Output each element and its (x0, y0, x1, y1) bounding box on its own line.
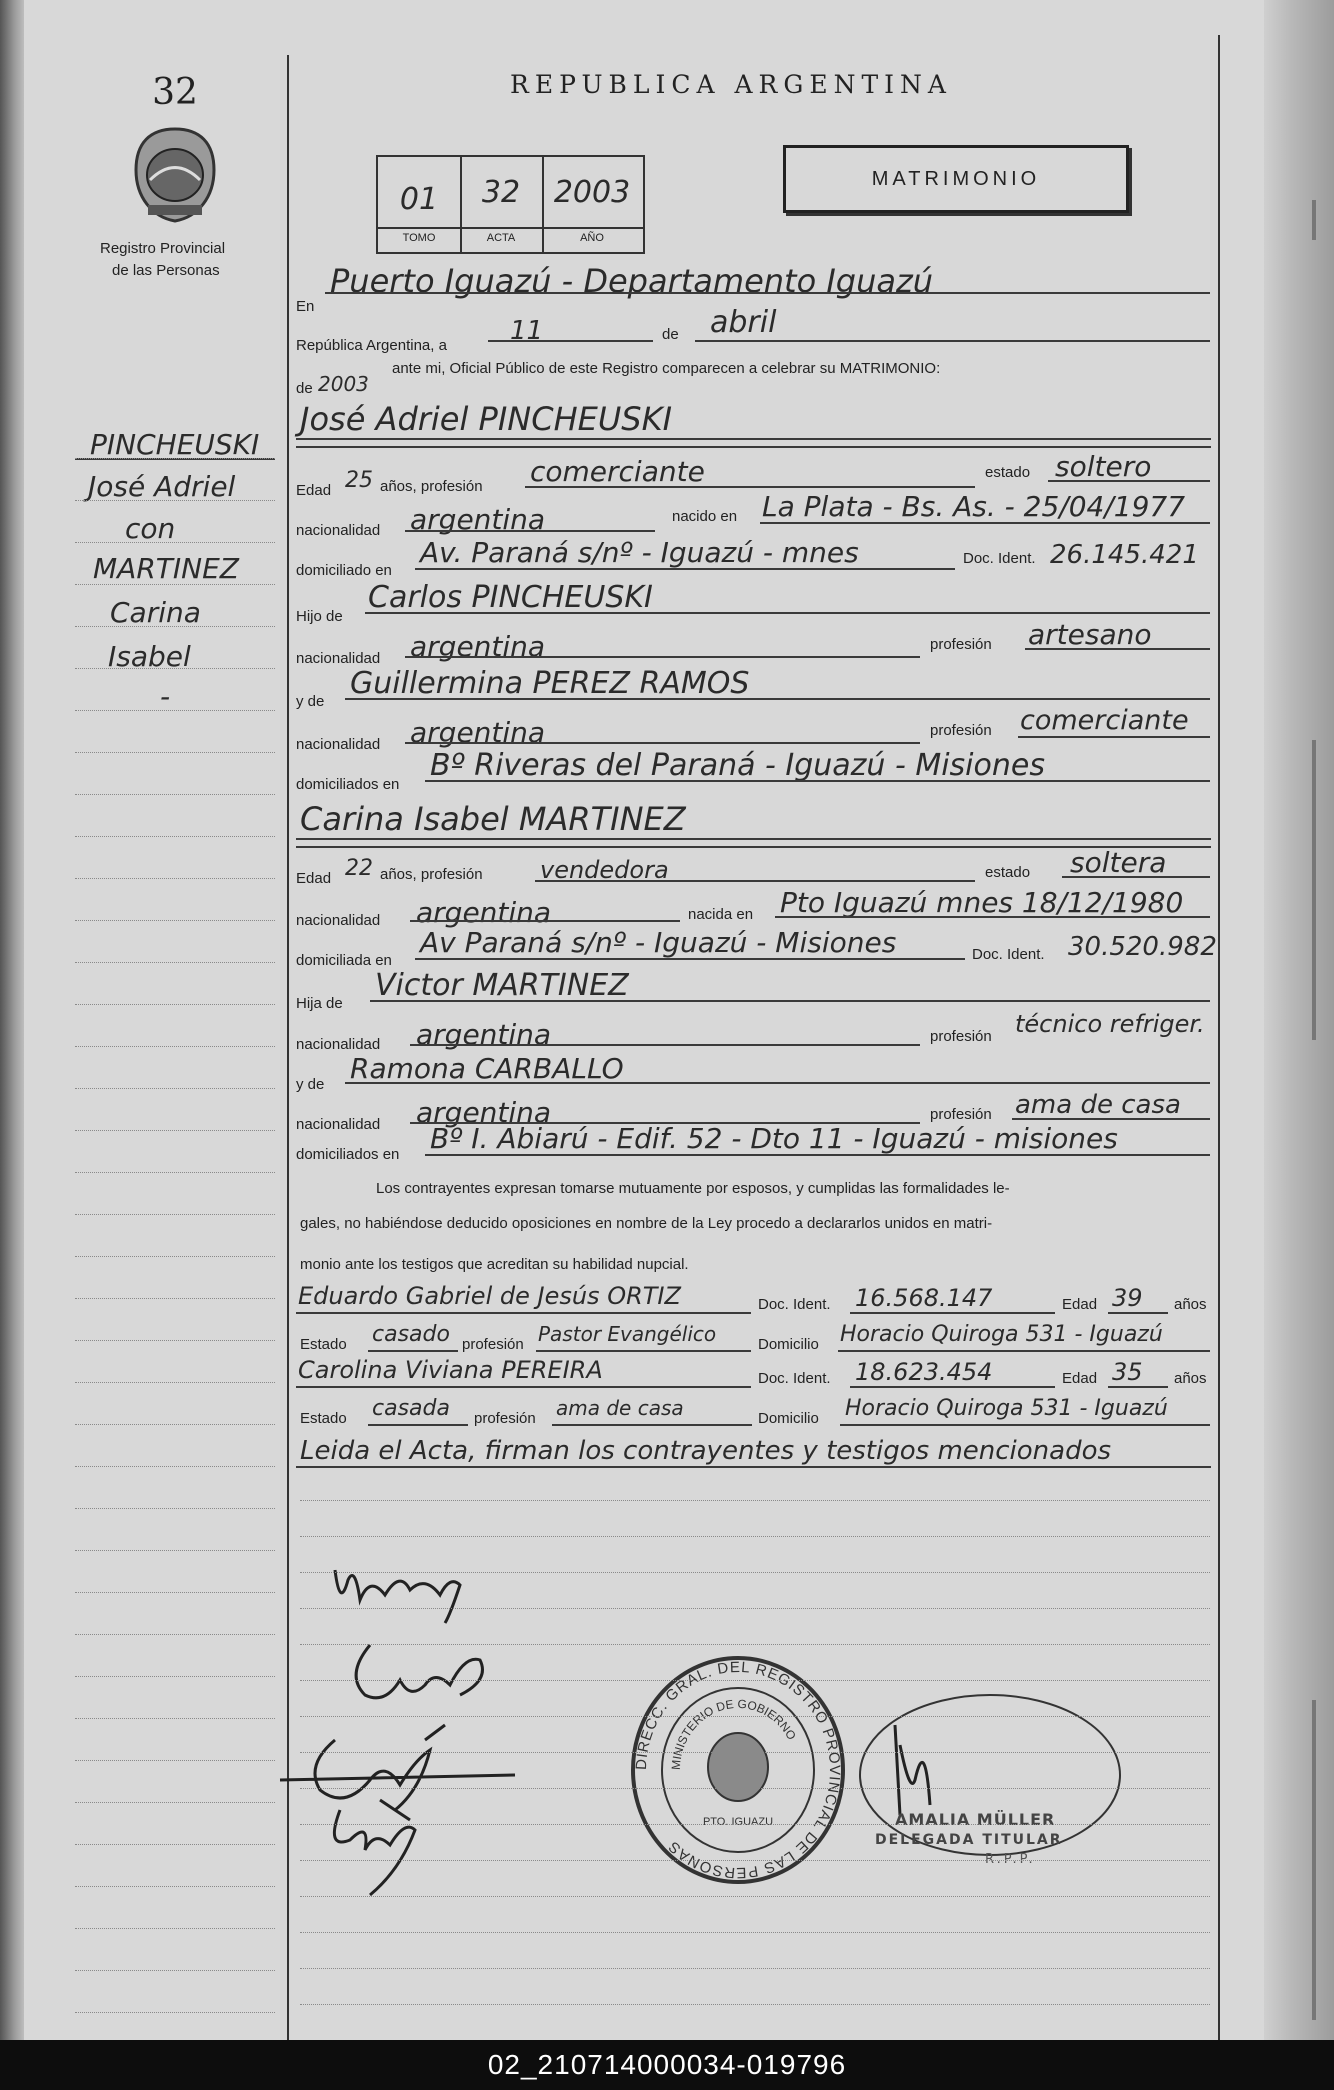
margin-rule (75, 1550, 275, 1551)
margin-rule (75, 1886, 275, 1887)
registry-seal-icon (628, 1655, 848, 1885)
label-edad: Edad (296, 870, 332, 887)
official-stamp-name: AMALIA MÜLLER (895, 1810, 1056, 1829)
ano-value: 2003 (553, 175, 631, 210)
bride-parents-address: Bº I. Abiarú - Edif. 52 - Dto 11 - Iguazú - misiones (430, 1122, 1118, 1155)
month-value: abril (710, 305, 777, 340)
label-nacionalidad: nacionalidad (296, 650, 381, 667)
margin-rule (75, 1298, 275, 1299)
bride-father-nationality: argentina (416, 1018, 552, 1051)
margin-rule (75, 1130, 275, 1131)
label-doc-ident: Doc. Ident. (758, 1296, 831, 1313)
seal-city: PTO. IGUAZU (702, 1816, 774, 1828)
day-value: 11 (510, 316, 544, 346)
groom-parents-address: Bº Riveras del Paraná - Iguazú - Misiones (430, 748, 1045, 783)
margin-rule (75, 1466, 275, 1467)
official-stamp-rpp: R.P.P. (985, 1852, 1036, 1867)
footer-id: 02_210714000034-019796 (487, 2049, 847, 2080)
margin-rule (75, 962, 275, 963)
margin-note-3: con (125, 512, 176, 545)
label-nacionalidad: nacionalidad (296, 1036, 381, 1053)
bride-status: soltera (1070, 846, 1167, 879)
margin-rule (75, 1004, 275, 1005)
label-anos-profesion: años, profesión (380, 866, 483, 883)
registry-label-2: de las Personas (112, 262, 220, 279)
margin-rule (75, 1382, 275, 1383)
page-edge (1264, 0, 1334, 2040)
body-rule (300, 1536, 1210, 1537)
label-domiciliado-en: domiciliado en (296, 562, 392, 579)
witness-1-status: casado (372, 1322, 450, 1347)
body-rule (300, 1680, 1210, 1681)
witness-2-address: Horacio Quiroga 531 - Iguazú (845, 1396, 1168, 1421)
margin-note-5: Carina (110, 596, 201, 629)
margin-note-7: - (160, 680, 171, 713)
label-nacionalidad: nacionalidad (296, 1116, 381, 1133)
label-y-de: y de (296, 693, 325, 710)
groom-address: Av. Paraná s/nº - Iguazú - mnes (420, 536, 859, 569)
paragraph-line-3: monio ante los testigos que acreditan su habilidad nupcial. (300, 1256, 689, 1273)
label-domiciliados-en: domiciliados en (296, 776, 400, 793)
margin-rule (75, 1046, 275, 1047)
bride-mother: Ramona CARBALLO (350, 1052, 624, 1085)
body-rule (300, 1608, 1210, 1609)
label-doc-ident: Doc. Ident. (972, 946, 1045, 963)
bride-born: Pto Iguazú mnes 18/12/1980 (780, 886, 1184, 919)
body-rule (300, 1824, 1210, 1825)
body-rule (300, 1896, 1210, 1897)
body-rule (300, 2004, 1210, 2005)
witness-2-name: Carolina Viviana PEREIRA (298, 1356, 603, 1384)
witness-1-age: 39 (1112, 1284, 1143, 1312)
seal-inner: MINISTERIO DE GOBIERNO (668, 1696, 799, 1771)
closing-line: Leida el Acta, firman los contrayentes y testigos mencionados (300, 1436, 1112, 1466)
label-nacido-en: nacido en (672, 508, 738, 525)
ano-label: AÑO (580, 232, 604, 244)
paragraph-line-2: gales, no habiéndose deducido oposiciones en nombre de la Ley procedo a declararlos unidos en matri- (300, 1215, 993, 1232)
label-profesion: profesión (930, 636, 992, 653)
label-domiciliados-en: domiciliados en (296, 1146, 400, 1163)
signature-bride-icon (340, 1635, 500, 1715)
signature-groom-icon (330, 1555, 480, 1625)
scan-footer (0, 2040, 1334, 2090)
province-emblem-icon (130, 125, 220, 225)
margin-rule (75, 794, 275, 795)
label-hija-de: Hija de (296, 995, 343, 1012)
margin-rule (75, 584, 275, 585)
label-edad-w: Edad (1062, 1296, 1098, 1313)
label-edad-w: Edad (1062, 1370, 1098, 1387)
bride-father: Victor MARTINEZ (375, 968, 629, 1003)
groom-profession: comerciante (530, 455, 705, 488)
groom-status: soltero (1055, 450, 1152, 483)
body-rule (300, 1932, 1210, 1933)
label-republica: República Argentina, a (296, 337, 447, 354)
margin-rule (75, 878, 275, 879)
label-nacionalidad: nacionalidad (296, 736, 381, 753)
label-domicilio: Domicilio (758, 1336, 819, 1353)
witness-1-profession: Pastor Evangélico (538, 1322, 717, 1346)
bride-profession: vendedora (540, 856, 669, 884)
label-edad: Edad (296, 482, 332, 499)
margin-rule (75, 1802, 275, 1803)
witness-1-doc: 16.568.147 (855, 1284, 993, 1312)
tomo-value: 01 (399, 182, 439, 217)
bride-mother-profession: ama de casa (1015, 1090, 1181, 1120)
bride-mother-nationality: argentina (416, 1096, 552, 1129)
bride-doc: 30.520.982 (1068, 932, 1217, 962)
groom-nationality: argentina (410, 503, 546, 536)
groom-doc: 26.145.421 (1050, 540, 1199, 570)
margin-rule (75, 1970, 275, 1971)
label-profesion: profesión (930, 722, 992, 739)
witness-1-address: Horacio Quiroga 531 - Iguazú (840, 1322, 1163, 1347)
margin-note-2: José Adriel (88, 470, 236, 503)
bride-address: Av Paraná s/nº - Iguazú - Misiones (420, 926, 897, 959)
label-nacida-en: nacida en (688, 906, 754, 923)
place-value: Puerto Iguazú - Departamento Iguazú (330, 262, 934, 300)
margin-rule (75, 920, 275, 921)
margin-rule (75, 1718, 275, 1719)
bride-name: Carina Isabel MARTINEZ (300, 800, 686, 838)
groom-father-profession: artesano (1028, 618, 1152, 651)
bride-age: 22 (345, 856, 373, 881)
acta-value: 32 (481, 175, 521, 210)
margin-rule (75, 752, 275, 753)
body-rule (300, 1860, 1210, 1861)
groom-mother-profession: comerciante (1020, 705, 1189, 736)
margin-rule (75, 542, 275, 543)
label-domicilio: Domicilio (758, 1410, 819, 1427)
tomo-label: TOMO (402, 232, 436, 244)
margin-rule (75, 1760, 275, 1761)
seal-text: DIRECC. GRAL. DEL REGISTRO PROVINCIAL DE LAS PERSONAS (632, 1658, 844, 1882)
label-profesion: profesión (930, 1028, 992, 1045)
paragraph-line-1: Los contrayentes expresan tomarse mutuamente por esposos, y cumplidas las formalidades le- (376, 1180, 1010, 1197)
label-doc-ident: Doc. Ident. (758, 1370, 831, 1387)
body-rule (300, 1716, 1210, 1717)
bride-father-profession: técnico refriger. (1015, 1010, 1205, 1038)
margin-rule (75, 1088, 275, 1089)
page-number: 32 (152, 72, 198, 113)
witness-2-profession: ama de casa (556, 1396, 684, 1420)
book-spine (0, 0, 24, 2040)
groom-father-nationality: argentina (410, 630, 546, 663)
margin-note-1: PINCHEUSKI (90, 428, 260, 461)
act-type: MATRIMONIO (871, 168, 1041, 190)
witness-2-doc: 18.623.454 (855, 1358, 993, 1386)
label-nacionalidad: nacionalidad (296, 522, 381, 539)
margin-rule (75, 836, 275, 837)
margin-rule (75, 1592, 275, 1593)
margin-rule (75, 1424, 275, 1425)
margin-rule (75, 668, 275, 669)
label-estado: estado (985, 464, 1031, 481)
act-type-box (783, 145, 1129, 213)
body-rule (300, 1572, 1210, 1573)
witness-2-age: 35 (1112, 1358, 1143, 1386)
margin-rule (75, 1340, 275, 1341)
label-anos: años (1174, 1296, 1207, 1313)
witness-1-name: Eduardo Gabriel de Jesús ORTIZ (298, 1282, 681, 1310)
margin-rule (75, 1844, 275, 1845)
margin-rule (75, 1172, 275, 1173)
margin-rule (75, 710, 275, 711)
registry-label-1: Registro Provincial (100, 240, 226, 257)
label-hijo-de: Hijo de (296, 608, 343, 625)
margin-rule (75, 1676, 275, 1677)
groom-name: José Adriel PINCHEUSKI (300, 400, 672, 438)
margin-rule (75, 1214, 275, 1215)
margin-note-4: MARTINEZ (93, 552, 239, 585)
groom-mother: Guillermina PEREZ RAMOS (350, 666, 750, 701)
label-anos-profesion: años, profesión (380, 478, 483, 495)
groom-father: Carlos PINCHEUSKI (368, 580, 653, 615)
groom-born: La Plata - Bs. As. - 25/04/1977 (762, 490, 1186, 523)
label-profesion: profesión (462, 1336, 524, 1353)
label-estado: estado (985, 864, 1031, 881)
official-stamp-title: DELEGADA TITULAR (875, 1832, 1063, 1848)
margin-rule (75, 1928, 275, 1929)
label-en: En (296, 298, 315, 315)
bride-nationality: argentina (416, 896, 552, 929)
groom-age: 25 (345, 468, 373, 493)
margin-rule (75, 500, 275, 501)
margin-note-6: Isabel (108, 640, 191, 673)
margin-rule (75, 2012, 275, 2013)
margin-rule (75, 626, 275, 627)
label-ante: ante mi, Oficial Público de este Registro comparecen a celebrar su MATRIMONIO: (392, 360, 941, 377)
label-de-year: de (296, 380, 313, 397)
label-de: de (662, 326, 679, 343)
body-rule (300, 1788, 1210, 1789)
signature-witness-2-icon (320, 1790, 440, 1900)
label-profesion: profesión (474, 1410, 536, 1427)
margin-rule (75, 1634, 275, 1635)
acta-label: ACTA (486, 232, 516, 244)
label-doc-ident: Doc. Ident. (963, 550, 1036, 567)
body-rule (300, 1752, 1210, 1753)
margin-rule (75, 1508, 275, 1509)
label-profesion: profesión (930, 1106, 992, 1123)
margin-rule (75, 458, 275, 459)
label-anos: años (1174, 1370, 1207, 1387)
groom-mother-nationality: argentina (410, 716, 546, 749)
body-rule (300, 1500, 1210, 1501)
record-box (376, 155, 645, 254)
label-nacionalidad: nacionalidad (296, 912, 381, 929)
label-estado-w: Estado (300, 1336, 347, 1353)
witness-2-status: casada (372, 1396, 450, 1421)
label-domiciliada-en: domiciliada en (296, 952, 392, 969)
label-y-de: y de (296, 1076, 325, 1093)
margin-rule (75, 1256, 275, 1257)
country-title: REPUBLICA ARGENTINA (510, 70, 952, 99)
body-rule (300, 1968, 1210, 1969)
body-rule (300, 1644, 1210, 1645)
year-value: 2003 (318, 372, 369, 396)
label-estado-w: Estado (300, 1410, 347, 1427)
